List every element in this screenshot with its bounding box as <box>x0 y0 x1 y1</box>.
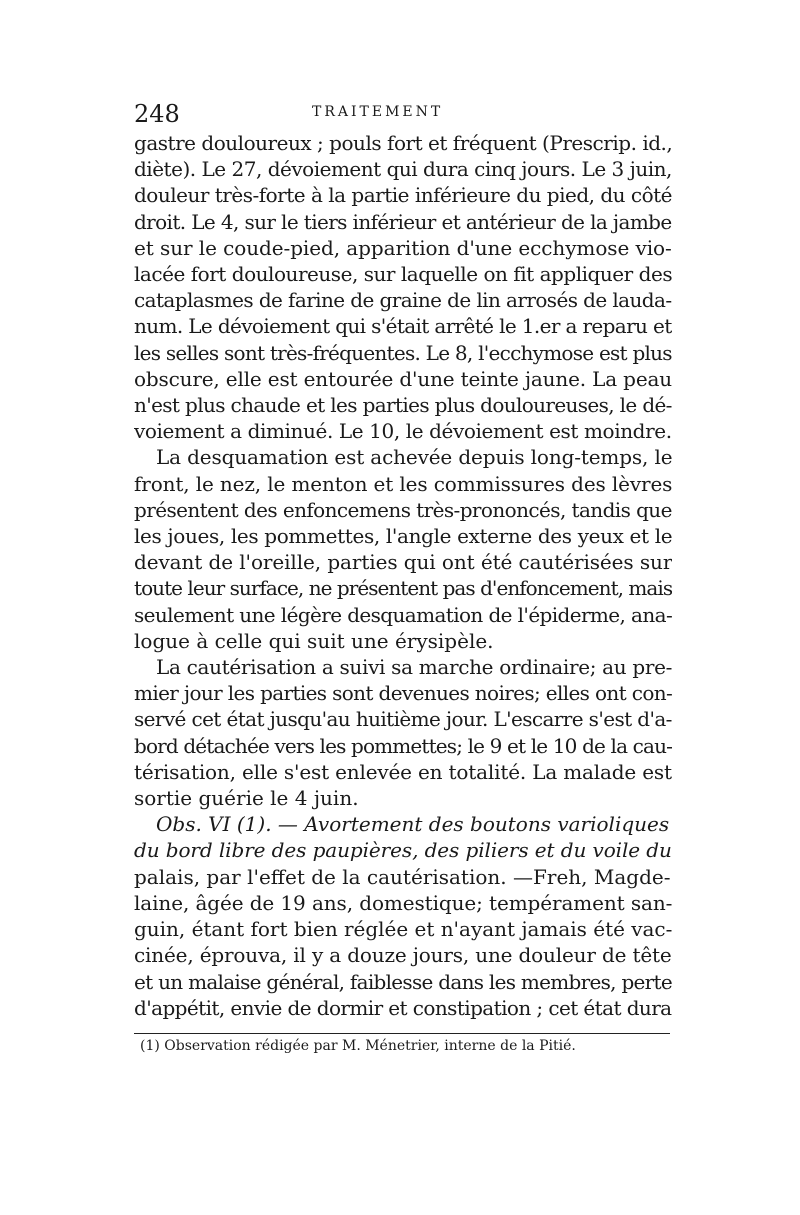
text-line: n'est plus chaude et les parties plus douloureuses, le dé- <box>134 393 672 418</box>
book-page <box>134 100 672 1054</box>
body-text <box>134 130 672 1021</box>
text-line: laine, âgée de 19 ans, domestique; tempérament san- <box>134 890 672 915</box>
text-line: logue à celle qui suit une érysipèle. <box>134 628 494 653</box>
footnote: (1) Observation rédigée par M. Ménetrier, interne de la Pitié. <box>140 1037 576 1054</box>
text-line: seulement une légère desquamation de l'épiderme, ana- <box>134 602 672 627</box>
text-line: et un malaise général, faiblesse dans les membres, perte <box>134 969 672 994</box>
text-line: guin, étant fort bien réglée et n'ayant jamais été vac- <box>134 917 672 942</box>
text-line: diète). Le 27, dévoiement qui dura cinq jours. Le 3 juin, <box>134 157 672 182</box>
obs-heading: Obs. VI (1). — Avortement des boutons varioliques <box>156 812 670 837</box>
text-line: obscure, elle est entourée d'une teinte jaune. La peau <box>134 366 672 391</box>
page-number: 248 <box>134 100 180 128</box>
text-line: et sur le coude-pied, apparition d'une ecchymose vio- <box>134 235 672 260</box>
text-line: sortie guérie le 4 juin. <box>134 786 359 811</box>
text-line: présentent des enfoncemens très-prononcés, tandis que <box>134 497 672 522</box>
text-line: lacée fort douloureuse, sur laquelle on fit appliquer des <box>134 262 672 287</box>
page-header <box>134 100 672 130</box>
text-line: d'appétit, envie de dormir et constipation ; cet état dura <box>134 995 672 1020</box>
text-line: douleur très-forte à la partie inférieure du pied, du côté <box>134 183 672 208</box>
text-line: servé cet état jusqu'au huitième jour. L'escarre s'est d'a- <box>134 707 672 732</box>
text-line: front, le nez, le menton et les commissures des lèvres <box>134 471 672 496</box>
text-line: térisation, elle s'est enlevée en totalité. La malade est <box>134 759 672 784</box>
obs-heading-cont: du bord libre des paupières, des piliers et du voile du <box>134 838 672 863</box>
footnote-rule <box>134 1033 670 1034</box>
text-line: droit. Le 4, sur le tiers inférieur et antérieur de la jambe <box>134 209 672 234</box>
text-line: bord détachée vers les pommettes; le 9 et le 10 de la cau- <box>134 733 672 758</box>
text-line: cinée, éprouva, il y a douze jours, une douleur de tête <box>134 943 672 968</box>
text-line: mier jour les parties sont devenues noires; elles ont con- <box>134 681 672 706</box>
text-line-italic <box>134 837 672 863</box>
text-line: devant de l'oreille, parties qui ont été cautérisées sur <box>134 550 672 575</box>
paragraph-start-line: La desquamation est achevée depuis long-temps, le <box>156 445 672 470</box>
text-line: voiement a diminué. Le 10, le dévoiement est moindre. <box>134 419 672 444</box>
text-line: les selles sont très-fréquentes. Le 8, l'ecchymose est plus <box>134 340 672 365</box>
text-line: gastre douloureux ; pouls fort et fréquent (Prescrip. id., <box>134 131 672 155</box>
paragraph-start-line: La cautérisation a suivi sa marche ordinaire; au pre- <box>156 655 672 680</box>
observation-heading-line <box>134 811 672 837</box>
text-line: num. Le dévoiement qui s'était arrêté le 1.er a reparu et <box>134 314 672 339</box>
text-line: toute leur surface, ne présentent pas d'enfoncement, mais <box>134 576 672 601</box>
running-head: TRAITEMENT <box>312 104 444 120</box>
text-line: les joues, les pommettes, l'angle externe des yeux et le <box>134 524 672 549</box>
text-line: cataplasmes de farine de graine de lin arrosés de lauda- <box>134 288 672 313</box>
text-line: palais, par l'effet de la cautérisation. —Freh, Magde- <box>134 864 671 889</box>
